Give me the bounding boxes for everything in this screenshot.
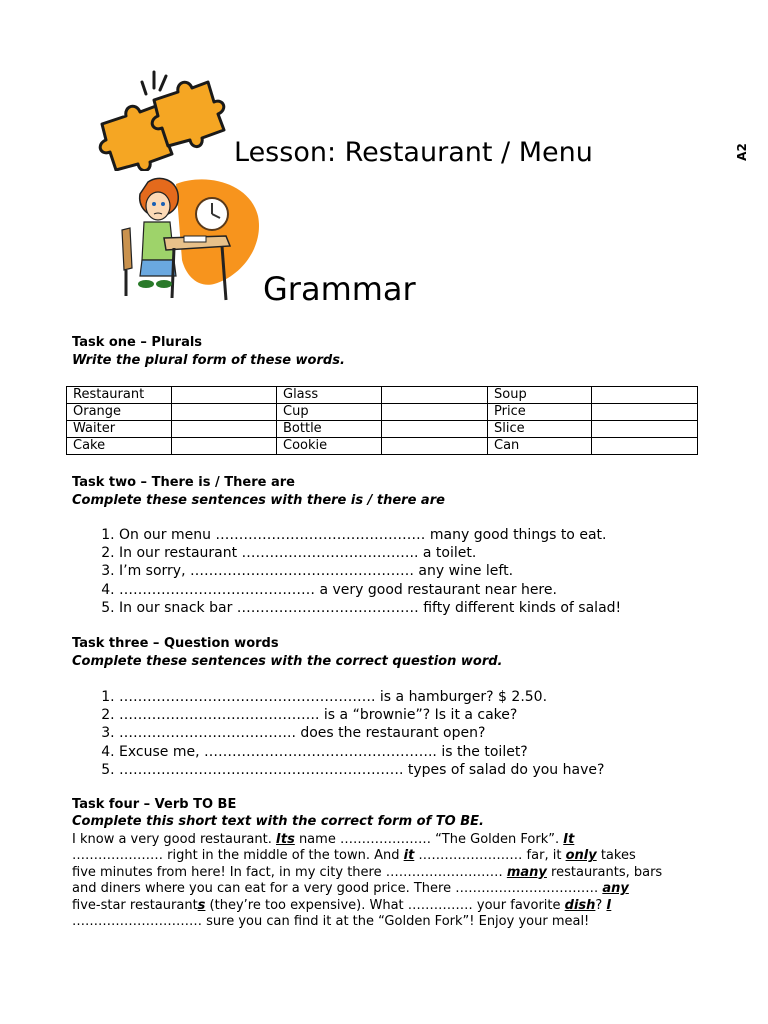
task4-paragraph [72, 832, 672, 930]
task3-sentence: 1. ………………………………………………. is a hamburger? $ 2.50. [119, 688, 604, 706]
plural-table [66, 386, 698, 455]
highlighted-word: dish [564, 897, 596, 913]
task2-title: Task two – There is / There are [72, 475, 295, 490]
highlighted-word: s [197, 897, 206, 913]
answer-cell[interactable] [172, 404, 277, 421]
text-span: restaurants, bars [546, 864, 663, 880]
text-span: I know a very good restaurant. [72, 832, 277, 847]
text-span: ? [595, 897, 607, 913]
task3-sentence: 4. Excuse me, ………………………………………….. is the toilet? [119, 743, 604, 761]
word-cell: Bottle [277, 421, 382, 438]
task2-sentence-list [72, 526, 621, 617]
text-span: five-star restaurant [72, 897, 198, 913]
word-cell: Cup [277, 404, 382, 421]
word-cell: Cookie [277, 438, 382, 455]
text-span: (they’re too expensive). What …………… your favorite [205, 897, 565, 913]
answer-cell[interactable] [592, 421, 698, 438]
task1-title: Task one – Plurals [72, 335, 203, 350]
task3-sentence-list [72, 688, 604, 779]
task3-sentence: 3. ……………………………….. does the restaurant open? [119, 724, 604, 742]
text-span: and diners where you can eat for a very good price. There …………………………… [72, 881, 603, 897]
task2-sentence: 5. In our snack bar ………………………………… fifty different kinds of salad! [119, 599, 621, 617]
word-cell: Glass [277, 387, 382, 404]
text-span: ………………… right in the middle of the town. And [72, 848, 404, 864]
plural-table-row [67, 387, 698, 404]
lesson-title: Lesson: Restaurant / Menu [234, 137, 593, 168]
task4-line [72, 865, 672, 881]
section-title: Grammar [263, 270, 416, 308]
highlighted-word: Its [276, 832, 295, 847]
task1-instruction: Write the plural form of these words. [72, 353, 345, 368]
task4-line [72, 914, 672, 930]
word-cell: Can [488, 438, 592, 455]
task3-sentence: 2. ……………………………………. is a “brownie”? Is it a cake? [119, 706, 604, 724]
task2-sentence: 2. In our restaurant ……………………………….. a toilet. [119, 544, 621, 562]
task4-line [72, 848, 672, 864]
word-cell: Slice [488, 421, 592, 438]
word-cell: Cake [67, 438, 172, 455]
highlighted-word: It [563, 832, 575, 847]
highlighted-word: it [403, 848, 415, 864]
highlighted-word: many [506, 864, 547, 880]
text-span: five minutes from here! In fact, in my city there ……………………… [72, 864, 507, 880]
task4-line [72, 898, 672, 914]
answer-cell[interactable] [172, 438, 277, 455]
task2-sentence: 1. On our menu ……………………………………… many good things to eat. [119, 526, 621, 544]
student-at-desk-illustration [118, 176, 263, 304]
task4-title: Task four – Verb TO BE [72, 797, 237, 812]
word-cell: Waiter [67, 421, 172, 438]
answer-cell[interactable] [172, 387, 277, 404]
text-span: name ………………… “The Golden Fork”. [294, 832, 564, 847]
answer-cell[interactable] [382, 438, 488, 455]
answer-cell[interactable] [382, 421, 488, 438]
text-span: ………………………… sure you can find it at the “Golden Fork”! Enjoy your meal! [72, 914, 590, 930]
text-span: …………………… far, it [414, 848, 566, 864]
word-cell: Orange [67, 404, 172, 421]
task3-instruction: Complete these sentences with the correct question word. [72, 654, 503, 669]
task3-sentence: 5. ……………………………………………………. types of salad do you have? [119, 761, 604, 779]
answer-cell[interactable] [592, 438, 698, 455]
task2-sentence: 4. …………………………………… a very good restaurant near here. [119, 581, 621, 599]
plural-table-row [67, 421, 698, 438]
highlighted-word: any [602, 881, 629, 897]
task4-line [72, 881, 672, 897]
task4-instruction: Complete this short text with the correct form of TO BE. [72, 814, 484, 829]
task4-line [72, 832, 672, 848]
level-tag: A2 [735, 143, 749, 161]
task3-title: Task three – Question words [72, 636, 279, 651]
highlighted-word: only [565, 848, 597, 864]
highlighted-word: I [606, 897, 612, 913]
word-cell: Restaurant [67, 387, 172, 404]
text-span: takes [596, 848, 636, 864]
task2-instruction: Complete these sentences with there is / there are [72, 493, 445, 508]
puzzle-pieces-icon [96, 66, 231, 171]
answer-cell[interactable] [382, 387, 488, 404]
answer-cell[interactable] [382, 404, 488, 421]
word-cell: Soup [488, 387, 592, 404]
answer-cell[interactable] [172, 421, 277, 438]
word-cell: Price [488, 404, 592, 421]
answer-cell[interactable] [592, 387, 698, 404]
answer-cell[interactable] [592, 404, 698, 421]
task2-sentence: 3. I’m sorry, ………………………………………… any wine left. [119, 562, 621, 580]
plural-table-row [67, 404, 698, 421]
plural-table-row [67, 438, 698, 455]
